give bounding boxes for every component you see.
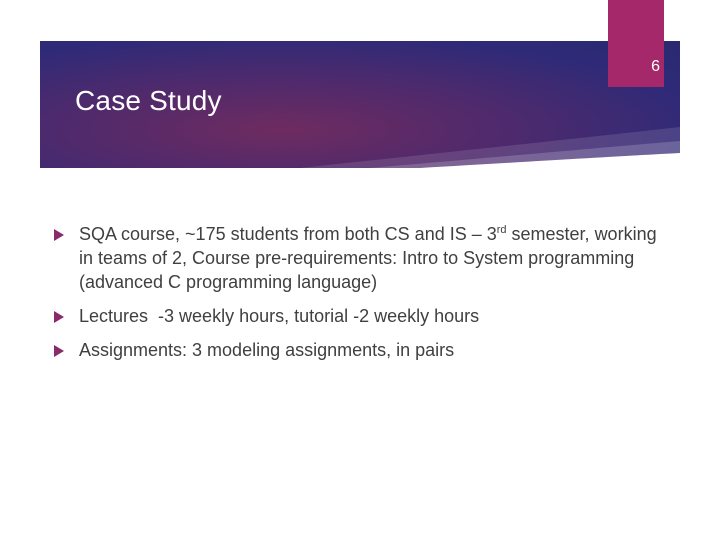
bullet-item [54, 338, 664, 362]
bullet-text: Assignments: 3 modeling assignments, in pairs [79, 340, 455, 360]
triangle-bullet-icon [54, 345, 64, 357]
page-number: 6 [651, 58, 660, 75]
bullet-list [54, 222, 664, 372]
ordinal-superscript: rd [496, 224, 507, 236]
bullet-text-part: semester, working in teams of 2, Course pre-requirements: Intro to System programming (advanced C programming language) [79, 224, 657, 292]
bullet-item [54, 304, 664, 328]
bullet-text [79, 224, 657, 292]
triangle-bullet-icon [54, 311, 64, 323]
bullet-text: Lectures -3 weekly hours, tutorial -2 weekly hours [79, 306, 480, 326]
bullet-text-part: SQA course, ~175 students from both CS and IS – 3 [79, 224, 497, 244]
triangle-bullet-icon [54, 229, 64, 241]
slide-title: Case Study [75, 85, 222, 116]
bullet-item [54, 222, 664, 294]
